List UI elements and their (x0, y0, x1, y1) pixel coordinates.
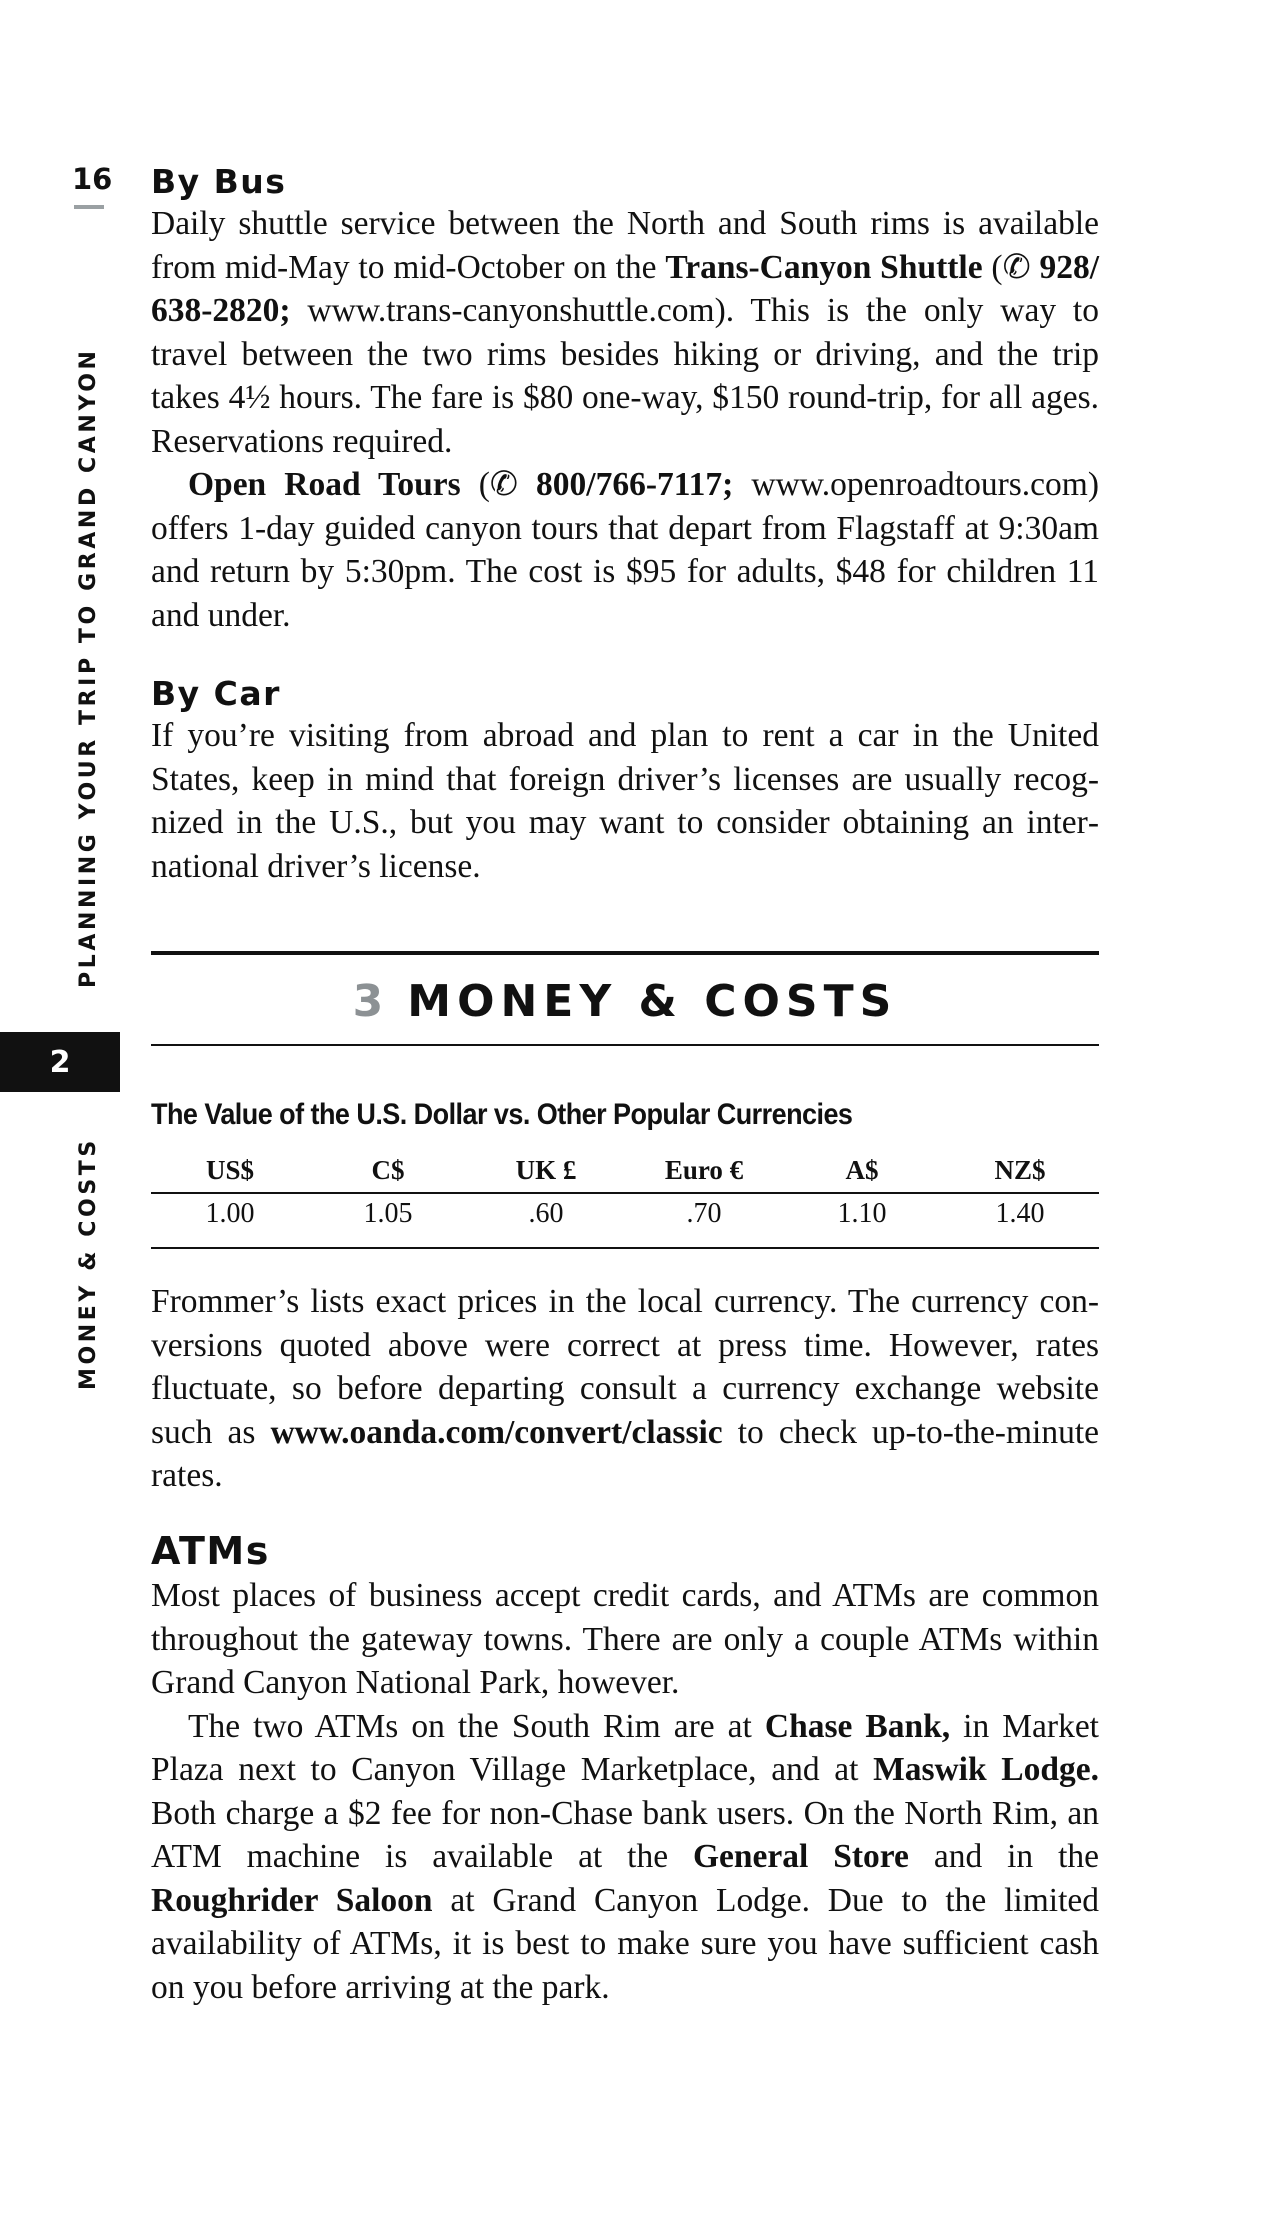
phone-icon: ✆ (1002, 248, 1031, 286)
text-run: ( (982, 248, 1003, 286)
text-run: www.trans-canyonshuttle.com). This is the only way to travel between the two rims besides hiking or driving, and the trip takes 4½ hours. The fare is $80 one-way, $150 round-trip, for all ages. Reservations required. (151, 292, 1099, 460)
currency-header: US$ (205, 1155, 254, 1185)
exchange-rate-paragraph (151, 1280, 1099, 1498)
atms-paragraph-2 (151, 1705, 1099, 2010)
currency-value: 1.40 (995, 1198, 1045, 1229)
currency-header: NZ$ (994, 1155, 1046, 1185)
text-run: If you’re visiting from abroad and plan to rent a car in the United States, keep in mind that foreign driver’s licenses are usually recognized in the U.S., but you may want to consider obtaining an international driver’s license. (151, 717, 1099, 885)
chapter-tab: 2 (0, 1032, 120, 1092)
currency-header-row (151, 1148, 1099, 1192)
by-bus-paragraph-1 (151, 202, 1099, 463)
section-title: MONEY & COSTS (407, 976, 898, 1027)
currency-value-row (151, 1194, 1099, 1234)
currency-value: 1.00 (205, 1198, 255, 1229)
bold-text: 800/766-7117; (517, 466, 734, 503)
text-run: in Market Plaza next to Canyon Village Marketplace, and at (151, 1707, 1099, 1788)
bold-text: Chase Bank, (764, 1707, 951, 1745)
atms-section (151, 1528, 1099, 2009)
text-run: Both charge a $2 fee for non-Chase bank users. On the North Rim, an ATM machine is available at the (151, 1794, 1099, 1875)
section-rule-top (151, 951, 1099, 955)
currency-header: C$ (371, 1155, 405, 1185)
text-run: Daily shuttle service between the North and South rims is available from mid-May to mid-October on the (151, 205, 1099, 286)
page-number-rule (74, 205, 104, 209)
currency-table-title: The Value of the U.S. Dollar vs. Other Popular Currencies (151, 1098, 853, 1131)
text-run: Frommer’s lists exact prices in the local currency. The currency conversions quoted above were correct at press time. However, rates fluctuate, so before departing consult a currency exchange website such as (151, 1283, 1099, 1451)
text-run: www.openroadtours.com) offers 1-day guided canyon tours that depart from Flagstaff at 9:30am and return by 5:30pm. The cost is $95 for adults, $48 for children 11 and under. (151, 466, 1099, 634)
money-text-section (151, 1280, 1099, 1498)
currency-table-bottom-rule (151, 1247, 1099, 1249)
currency-value: 1.10 (837, 1198, 887, 1229)
currency-header: A$ (845, 1155, 879, 1185)
currency-value: 1.05 (363, 1198, 413, 1229)
currency-value: .60 (528, 1198, 564, 1229)
text-run: ( (460, 466, 490, 503)
currency-value: .70 (686, 1198, 722, 1229)
currency-table (151, 1148, 1099, 1234)
bold-text: www.oanda.com/convert/classic (270, 1413, 723, 1451)
side-label-section: MONEY & COSTS (76, 1137, 101, 1390)
bold-text: General Store (692, 1838, 909, 1875)
by-car-section (151, 674, 1099, 888)
section-rule-bottom (151, 1044, 1099, 1046)
by-car-heading: By Car (151, 674, 281, 713)
bold-text: Maswik Lodge. (873, 1751, 1099, 1788)
by-bus-heading: By Bus (151, 162, 287, 201)
by-bus-paragraph-2 (151, 463, 1099, 637)
by-bus-section (151, 162, 1099, 637)
side-label-chapter: PLANNING YOUR TRIP TO GRAND CANYON (76, 347, 101, 988)
text-run: and in the (908, 1838, 1099, 1875)
bold-text: Trans-Canyon Shuttle (665, 248, 983, 286)
currency-header: Euro € (664, 1155, 744, 1185)
page-number: 16 (72, 162, 113, 196)
text-run: Most places of business accept credit cards, and ATMs are common throughout the gateway towns. There are only a couple ATMs within Grand Canyon National Park, however. (151, 1577, 1099, 1701)
text-run: The two ATMs on the South Rim are at (188, 1707, 765, 1745)
by-car-paragraph (151, 714, 1099, 888)
bold-text: 928/ 638-2820; (151, 248, 1100, 329)
phone-icon: ✆ (489, 466, 518, 503)
atms-paragraph-1 (151, 1574, 1099, 1705)
atms-heading: ATMs (151, 1529, 270, 1573)
text-run: at Grand Canyon Lodge. Due to the limited availability of ATMs, it is best to make sure you have sufficient cash on you before arriving at the park. (151, 1881, 1100, 2006)
currency-header: UK £ (515, 1155, 577, 1185)
section-number: 3 (352, 976, 384, 1027)
money-section-heading (151, 976, 1099, 1027)
bold-text: Roughrider Saloon (151, 1881, 433, 1919)
bold-text: Open Road Tours (188, 466, 461, 503)
text-run: to check up-to-the-minute rates. (151, 1413, 1100, 1494)
